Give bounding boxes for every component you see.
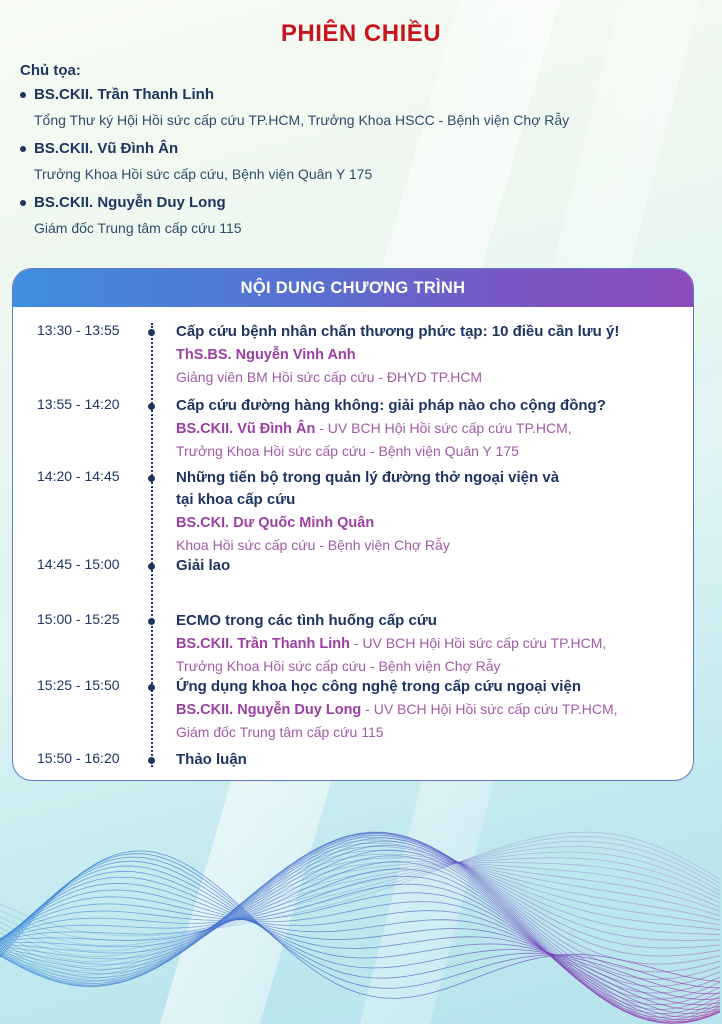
row-topic: Cấp cứu đường hàng không: giải pháp nào cho cộng đồng? [176,397,606,414]
row-content [176,321,681,388]
row-time: 15:50 - 16:20 [37,750,120,766]
row-topic: Ứng dụng khoa học công nghệ trong cấp cứu ngoại viện [176,678,581,695]
timeline-dot-icon [148,757,155,764]
row-time: 13:55 - 14:20 [37,396,120,412]
chair-role: Giám đốc Trung tâm cấp cứu 115 [34,220,242,236]
speaker-line [176,343,681,366]
row-topic: Cấp cứu bệnh nhân chấn thương phức tạp: 10 điều cần lưu ý! [176,323,620,340]
speaker-line [176,417,681,440]
bullet-icon [20,146,26,152]
timeline-dot-icon [148,403,155,410]
chair-name: BS.CKII. Vũ Đình Ân [34,140,179,157]
speaker-name: BS.CKII. Trần Thanh Linh [176,636,350,652]
chair-role: Trưởng Khoa Hồi sức cấp cứu, Bệnh viện Quân Y 175 [34,166,373,182]
chair-name: BS.CKII. Trần Thanh Linh [34,86,214,103]
row-time: 13:30 - 13:55 [37,322,120,338]
row-content [176,467,681,556]
row-time: 15:00 - 15:25 [37,611,120,627]
row-topic: Thảo luận [176,751,247,768]
speaker-name: BS.CKII. Nguyễn Duy Long [176,702,362,718]
chairs-section [20,62,710,247]
row-affiliation: Giảng viên BM Hồi sức cấp cứu - ĐHYD TP.HCM [176,369,483,385]
timeline-dot-icon [148,475,155,482]
session-title: PHIÊN CHIỀU [280,20,442,47]
row-topic: tại khoa cấp cứu [176,491,296,508]
chair-item [20,139,710,184]
row-content [176,610,681,677]
row-time: 15:25 - 15:50 [37,677,120,693]
row-content [176,395,681,462]
speaker-name: BS.CKII. Vũ Đình Ân [176,421,316,437]
row-affiliation: Khoa Hồi sức cấp cứu - Bệnh viện Chợ Rẫy [176,537,450,553]
chair-item [20,193,710,238]
row-affiliation: Trưởng Khoa Hồi sức cấp cứu - Bệnh viện Quân Y 175 [176,443,519,459]
row-content [176,749,681,771]
row-affiliation: Giám đốc Trung tâm cấp cứu 115 [176,724,384,740]
speaker-line [176,511,681,534]
timeline-dot-icon [148,618,155,625]
bullet-icon [20,200,26,206]
speaker-line [176,632,681,655]
bullet-icon [20,92,26,98]
row-topic: Những tiến bộ trong quản lý đường thở ngoại viện và [176,469,560,486]
program-card [12,268,694,781]
chair-role: Tổng Thư ký Hội Hồi sức cấp cứu TP.HCM, Trưởng Khoa HSCC - Bệnh viện Chợ Rẫy [34,112,570,128]
speaker-suffix: - UV BCH Hội Hồi sức cấp cứu TP.HCM, [350,635,607,651]
speaker-suffix: - UV BCH Hội Hồi sức cấp cứu TP.HCM, [315,420,572,436]
chair-item [20,85,710,130]
row-topic: Giải lao [176,557,231,574]
timeline-dotted-line [151,323,153,767]
row-affiliation: Trưởng Khoa Hồi sức cấp cứu - Bệnh viện Chợ Rẫy [176,658,501,674]
row-time: 14:45 - 15:00 [37,556,120,572]
speaker-line [176,698,681,721]
program-header: NỘI DUNG CHƯƠNG TRÌNH [13,269,693,307]
speaker-name: ThS.BS. Nguyễn Vinh Anh [176,347,356,363]
timeline-dot-icon [148,329,155,336]
row-content [176,676,681,743]
speaker-name: BS.CKI. Dư Quốc Minh Quân [176,515,375,531]
timeline-dot-icon [148,563,155,570]
row-content [176,555,681,577]
row-topic: ECMO trong các tình huống cấp cứu [176,612,437,629]
row-time: 14:20 - 14:45 [37,468,120,484]
timeline-dot-icon [148,684,155,691]
chair-name: BS.CKII. Nguyễn Duy Long [34,194,226,211]
chairs-heading: Chủ tọa: [20,62,81,79]
speaker-suffix: - UV BCH Hội Hồi sức cấp cứu TP.HCM, [361,701,618,717]
